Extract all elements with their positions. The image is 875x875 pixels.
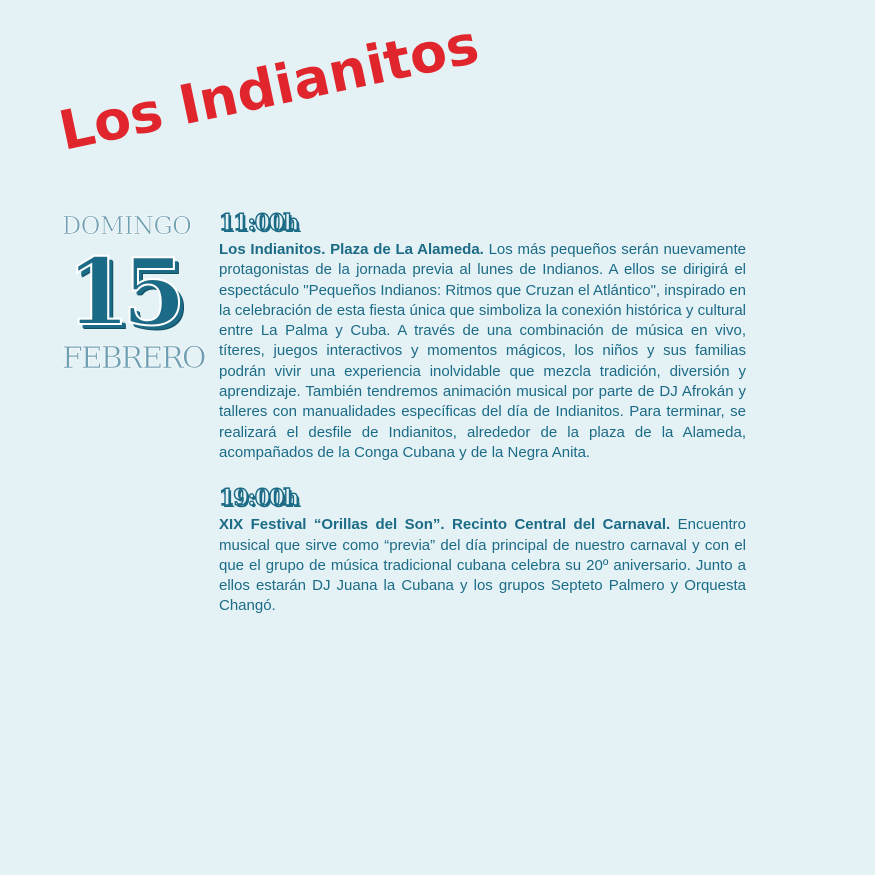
date-block bbox=[62, 212, 205, 376]
event-headline: Los Indianitos. Plaza de La Alameda. bbox=[219, 241, 484, 258]
event-description: Los más pequeños serán nuevamente protagonistas de la jornada previa al lunes de Indianos. A ellos se dirigirá el espectáculo "Pequeños Indianos: Ritmos que Cruzan el Atlántico", inspirado en la celebración de esta fiesta única que simboliza la conexión histórica y cultural entre La Palma y Cuba. A través de una combinación de música en vivo, títeres, juegos interactivos y momentos mágicos, los niños y sus familias podrán vivir una experiencia inolvidable que mezcla tradición, diversión y aprendizaje. También tendremos animación musical por parte de DJ Afrokán y talleres con manualidades específicas del día de Indianitos. Para terminar, se realizará el desfile de Indianitos, alrededor de la plaza de la Alameda, acompañados de la Conga Cubana y de la Negra Anita. bbox=[219, 241, 747, 461]
event-time: 11:00h bbox=[219, 210, 299, 236]
event-time: 19:00h bbox=[219, 485, 299, 512]
event-headline: XIX Festival “Orillas del Son”. Recinto Central del Carnaval. bbox=[219, 516, 671, 534]
title-svg bbox=[53, 12, 484, 163]
month-label: FEBRERO bbox=[62, 341, 205, 376]
event-description: Encuentro musical que sirve como “previa” del día principal de nuestro carnaval y con el que el grupo de música tradicional cubana celebra su 20º aniversario. Junto a ellos estarán DJ Juana la Cubana y los grupos Septeto Palmero y Orquesta Changó. bbox=[219, 516, 747, 615]
events-list bbox=[219, 210, 746, 639]
event-item bbox=[219, 210, 746, 463]
title-text: Los Indianitos bbox=[53, 12, 484, 163]
event-text bbox=[219, 240, 746, 463]
weekday-label: DOMINGO bbox=[62, 212, 192, 240]
event-item bbox=[219, 485, 746, 616]
day-number: 15 bbox=[66, 238, 179, 346]
event-text bbox=[219, 515, 746, 616]
page-title bbox=[53, 12, 484, 163]
